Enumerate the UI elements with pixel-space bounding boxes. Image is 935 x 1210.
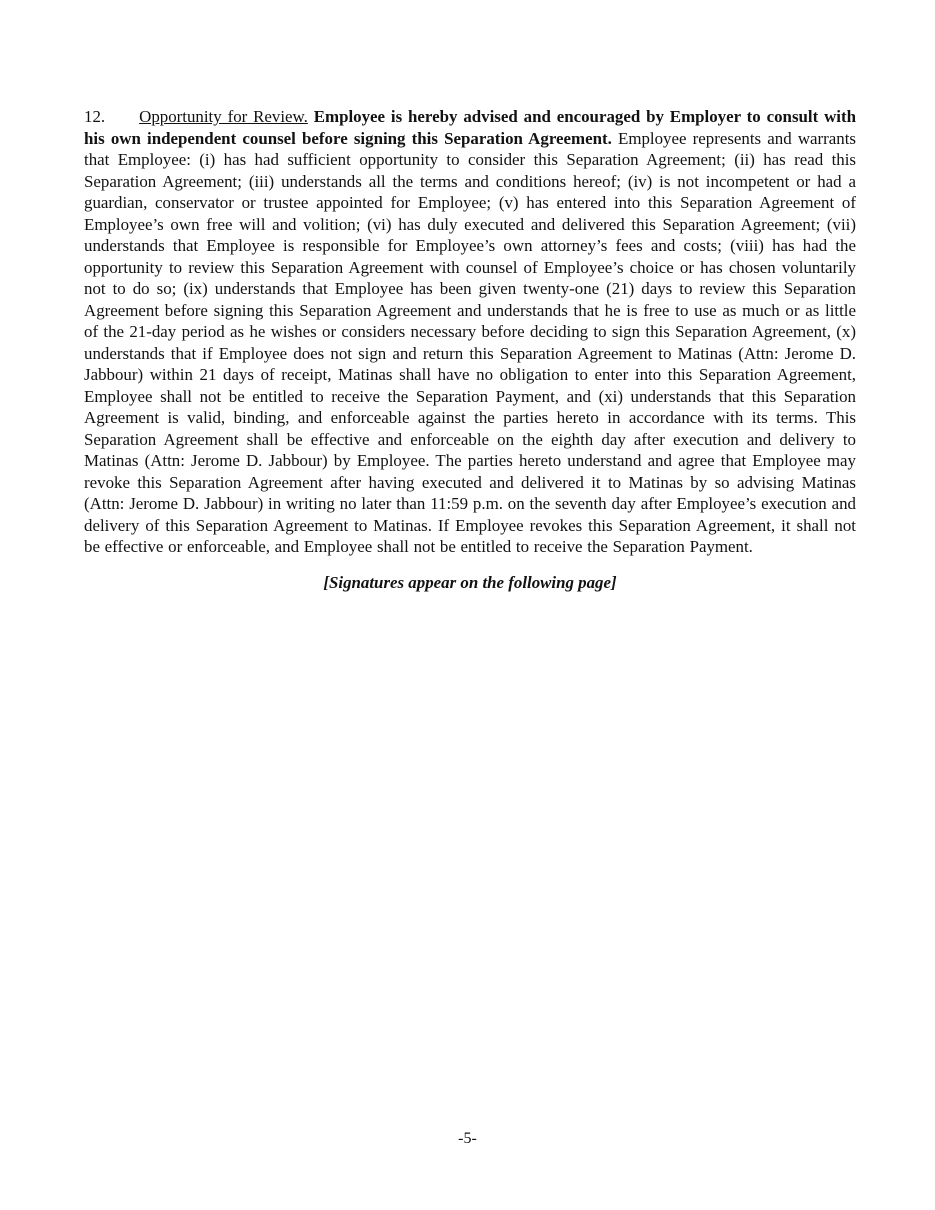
section-body-text: Employee represents and warrants that Employee: (i) has had sufficient opportunity to consider this Separation Agreement; (ii) has read this Separation Agreement; (iii) understands all the terms and conditions hereof; (iv) is not incompetent or had a guardian, conservator or trustee appointed for Employee; (v) has entered into this Separation Agreement of Employee’s own free will and volition; (vi) has duly executed and delivered this Separation Agreement; (vii) understands that Employee is responsible for Employee’s own attorney’s fees and costs; (viii) has had the opportunity to review this Separation Agreement with counsel of Employee’s choice or has chosen voluntarily not to do so; (ix) understands that Employee has been given twenty-one (21) days to review this Separation Agreement before signing this Separation Agreement and understands that he is free to use as much or as little of the 21-day period as he wishes or considers necessary before deciding to sign this Separation Agreement, (x) understands that if Employee does not sign and return this Separation Agreement to Matinas (Attn: Jerome D. Jabbour) within 21 days of receipt, Matinas shall have no obligation to enter into this Separation Agreement, Employee shall not be entitled to receive the Separation Payment, and (xi) understands that this Separation Agreement is valid, binding, and enforceable against the parties hereto in accordance with its terms. This Separation Agreement shall be effective and enforceable on the eighth day after execution and delivery to Matinas (Attn: Jerome D. Jabbour) by Employee. The parties hereto understand and agree that Employee may revoke this Separation Agreement after having executed and delivered it to Matinas by so advising Matinas (Attn: Jerome D. Jabbour) in writing no later than 11:59 p.m. on the seventh day after Employee’s execution and delivery of this Separation Agreement to Matinas. If Employee revokes this Separation Agreement, it shall not be effective or enforceable, and Employee shall not be entitled to receive the Separation Payment. — [84, 128, 856, 556]
section-12-block — [84, 106, 856, 593]
page-number: -5- — [458, 1130, 477, 1147]
section-12-paragraph — [84, 106, 856, 558]
signature-note: [Signatures appear on the following page] — [323, 572, 617, 592]
section-heading: Opportunity for Review. — [139, 107, 308, 126]
section-bold-advisory: Employee is hereby advised and encouraged by Employer to consult with his own independent counsel before signing this Separation Agreement. — [84, 107, 857, 148]
section-number: 12. — [84, 107, 106, 126]
